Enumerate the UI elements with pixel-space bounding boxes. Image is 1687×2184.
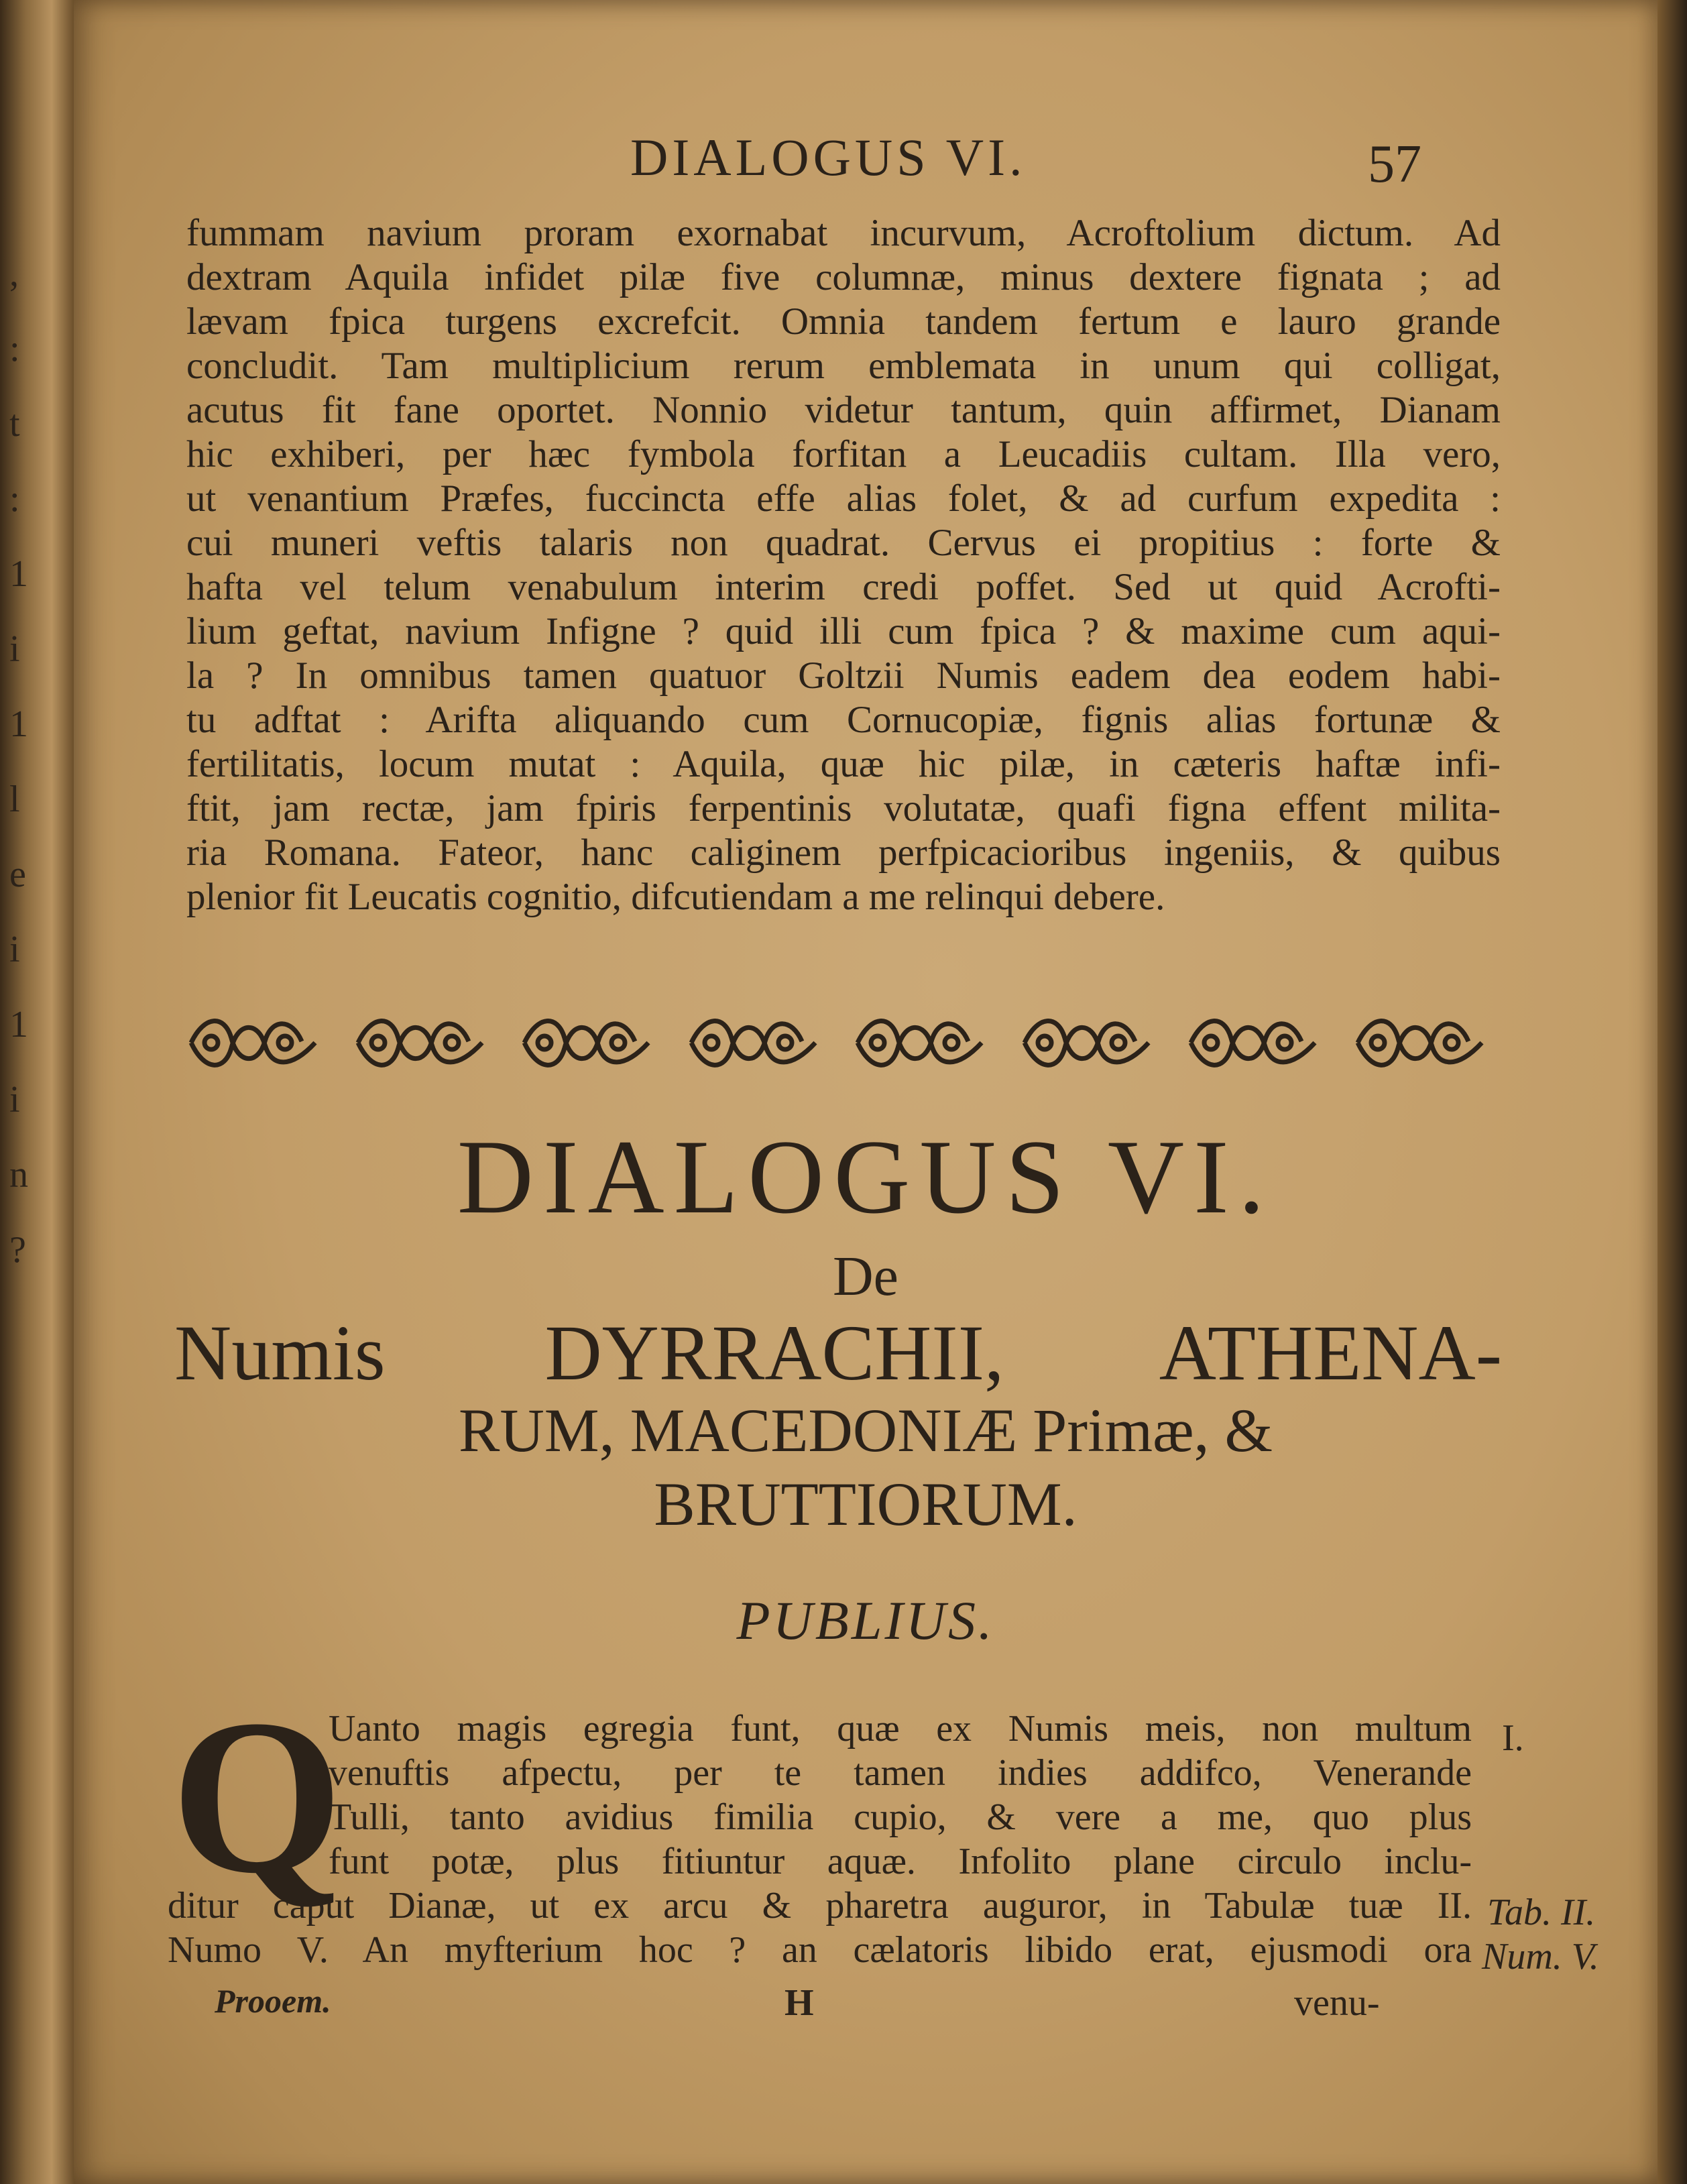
section-subtitle-line: Numis DYRRACHII, ATHENA- (174, 1309, 1502, 1397)
margin-tab-ref: Tab. II. (1487, 1892, 1596, 1933)
text-line: acutus fit fane oportet. Nonnio videtur tantum, quin affirmet, Dianam (186, 389, 1501, 431)
gutter-fragment: e (9, 854, 26, 895)
drop-cap: Q (171, 1674, 343, 1919)
text-line: funt potæ, plus fitiuntur aquæ. Infolito plane circulo inclu- (329, 1841, 1472, 1882)
top-paragraph (186, 211, 1501, 919)
gutter-fragment: : (9, 478, 20, 520)
fleuron-ornament (1018, 1011, 1155, 1075)
gutter-fragment: i (9, 929, 20, 970)
gutter-fragment: 1 (9, 703, 28, 745)
text-line: lævam fpica turgens excrefcit. Omnia tandem fertum e lauro grande (186, 300, 1501, 343)
text-line: ditur caput Dianæ, ut ex arcu & pharetra auguror, in Tabulæ tuæ II. (168, 1885, 1472, 1927)
fleuron-ornament (1184, 1011, 1322, 1075)
second-paragraph-indented (329, 1707, 1472, 1884)
text-line: dextram Aquila infidet pilæ five columnæ, minus dextere fignata ; ad (186, 256, 1501, 298)
text-line: ria Romana. Fateor, hanc caliginem perfpicacioribus ingeniis, & quibus (186, 831, 1501, 874)
book-gutter (0, 0, 74, 2184)
text-line: tu adftat : Arifta aliquando cum Cornucopiæ, fignis alias fortunæ & (186, 699, 1501, 741)
text-line: Uanto magis egregia funt, quæ ex Numis meis, non multum (329, 1708, 1472, 1749)
gutter-fragment: n (9, 1154, 28, 1196)
fleuron-ornament (351, 1011, 489, 1075)
gutter-fragment: l (9, 779, 20, 820)
text-line: hic exhiberi, per hæc fymbola forfitan a Leucadiis cultam. Illa vero, (186, 433, 1501, 475)
fleuron-ornament (184, 1011, 322, 1075)
text-line: venuftis afpectu, per te tamen indies addifco, Venerande (329, 1752, 1472, 1794)
fleuron-ornament (685, 1011, 822, 1075)
fleuron-ornament (518, 1011, 655, 1075)
section-subtitle-line: RUM, MACEDONIÆ Primæ, & (458, 1396, 1273, 1464)
fleuron-ornament (1351, 1011, 1489, 1075)
margin-section-number: I. (1502, 1717, 1524, 1759)
section-title: DIALOGUS VI. (457, 1118, 1275, 1236)
running-head (74, 127, 1657, 194)
gutter-fragment: : (9, 328, 20, 369)
section-subtitle-line: BRUTTIORUM. (654, 1470, 1078, 1538)
text-line: Numo V. An myfterium hoc ? an cælatoris libido erat, ejusmodi ora (168, 1929, 1472, 1971)
margin-num-ref: Num. V. (1482, 1936, 1599, 1977)
catchword: venu- (1294, 1982, 1380, 2024)
second-paragraph-full (168, 1884, 1472, 1972)
text-line: Tulli, tanto avidius fimilia cupio, & vere a me, quo plus (329, 1796, 1472, 1838)
text-line: cui muneri veftis talaris non quadrat. Cervus ei propitius : forte & (186, 522, 1501, 564)
gutter-fragment: i (9, 628, 20, 670)
gutter-fragment: , (9, 253, 19, 294)
gutter-fragment: 1 (9, 1004, 28, 1045)
page-number: 57 (1368, 135, 1421, 194)
quire-mark: H (784, 1982, 814, 2024)
text-line: hafta vel telum venabulum interim credi poffet. Sed ut quid Acrofti- (186, 566, 1501, 608)
ornamental-band (184, 1006, 1489, 1080)
gutter-fragment: t (9, 403, 20, 445)
text-line: ut venantium Præfes, fuccincta effe alias folet, & ad curfum expedita : (186, 477, 1501, 520)
page-footer (74, 1981, 1657, 2035)
text-line: la ? In omnibus tamen quatuor Goltzii Numis eadem dea eodem habi- (186, 654, 1501, 697)
text-line: concludit. Tam multiplicium rerum emblemata in unum qui colligat, (186, 345, 1501, 387)
speaker-name: PUBLIUS. (736, 1590, 995, 1651)
gutter-fragment: i (9, 1079, 20, 1120)
fleuron-ornament (851, 1011, 988, 1075)
text-line: fummam navium proram exornabat incurvum, Acroftolium dictum. Ad (186, 212, 1501, 254)
book-page (74, 0, 1657, 2184)
gutter-fragment: ? (9, 1229, 26, 1271)
section-de: De (833, 1245, 898, 1308)
text-line: fertilitatis, locum mutat : Aquila, quæ hic pilæ, in cæteris haftæ infi- (186, 743, 1501, 785)
running-head-title: DIALOGUS VI. (630, 128, 1027, 186)
text-line: plenior fit Leucatis cognitio, difcutiendam a me relinqui debere. (186, 876, 1165, 918)
signature-mark: Prooem. (215, 1982, 331, 2020)
gutter-fragments (9, 255, 36, 1306)
text-line: lium geftat, navium Infigne ? quid illi cum fpica ? & maxime cum aqui- (186, 610, 1501, 652)
text-line: ftit, jam rectæ, jam fpiris ferpentinis volutatæ, quafi figna effent milita- (186, 787, 1501, 829)
page-edge-shadow (1657, 0, 1687, 2184)
gutter-fragment: 1 (9, 553, 28, 595)
